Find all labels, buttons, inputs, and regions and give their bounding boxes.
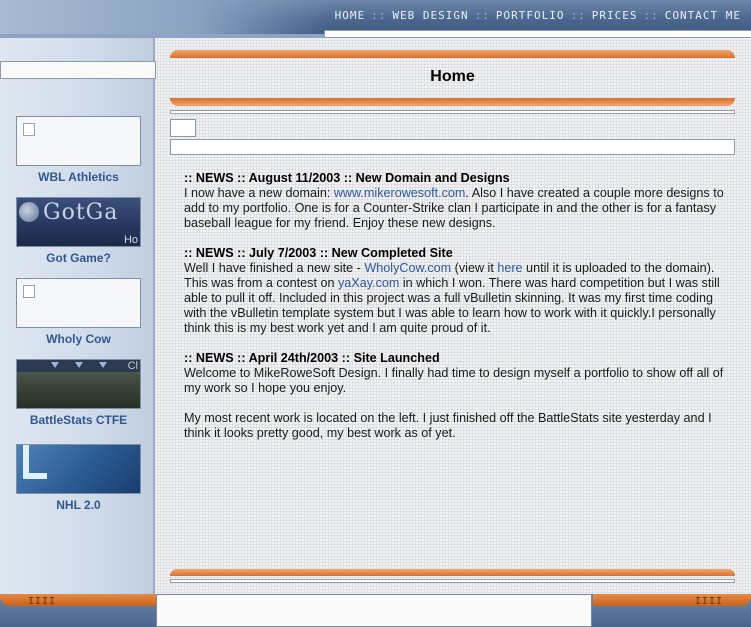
- page-title: Home: [430, 68, 475, 85]
- battlestats-thumbnail[interactable]: [16, 359, 141, 409]
- footer-accent-left: [0, 594, 156, 606]
- thumbnail-subtext: Ho: [123, 234, 138, 246]
- nav-contact-me[interactable]: CONTACT ME: [664, 9, 741, 22]
- news-heading: :: NEWS :: August 11/2003 :: New Domain and Designs: [184, 171, 510, 185]
- nav-separator: ::: [643, 9, 659, 22]
- broken-image-icon[interactable]: [16, 278, 141, 328]
- news-body: My most recent work is located on the left. I just finished off the BattleStats site yesterday and I think it looks pretty good, my best work as of yet.: [184, 411, 712, 440]
- portfolio-caption[interactable]: Wholy Cow: [46, 332, 111, 346]
- nav-prices[interactable]: PRICES: [591, 9, 638, 22]
- portfolio-caption[interactable]: WBL Athletics: [38, 170, 119, 184]
- news-text: Well I have finished a new site -: [184, 261, 365, 275]
- news-body: Welcome to MikeRoweSoft Design. I finally had time to design myself a portfolio to show off all of my work so I hope you enjoy.: [184, 366, 724, 395]
- portfolio-item-wbl[interactable]: [16, 116, 141, 184]
- portfolio-caption[interactable]: Got Game?: [46, 251, 111, 265]
- portfolio-item-battlestats[interactable]: [16, 359, 141, 427]
- news-link[interactable]: WholyCow.com: [364, 261, 452, 275]
- news-body: [184, 261, 724, 336]
- logo-icon: [23, 445, 47, 479]
- orb-icon: [19, 202, 39, 222]
- grip-icon: IIII: [28, 596, 57, 607]
- news-text: (view it: [451, 261, 498, 275]
- nav-web-design[interactable]: WEB DESIGN: [392, 9, 469, 22]
- portfolio-caption[interactable]: BattleStats CTFE: [29, 413, 128, 427]
- nhl-thumbnail[interactable]: [16, 444, 141, 494]
- header-rule-top: [170, 50, 735, 58]
- portfolio-item-nhl[interactable]: [16, 444, 141, 512]
- got-game-thumbnail[interactable]: [16, 197, 141, 247]
- news-content: [184, 171, 724, 456]
- arrow-icon: [75, 362, 83, 368]
- footer-rule: [170, 569, 735, 576]
- nav-portfolio[interactable]: PORTFOLIO: [495, 9, 565, 22]
- arrow-icon: [99, 362, 107, 368]
- thumbnail-text: Cl: [127, 360, 138, 372]
- news-item: [184, 246, 724, 336]
- news-text: until it is uploaded to the domain). This was from a contest on: [184, 261, 715, 290]
- footer-accent-right: [593, 594, 751, 606]
- news-text: in which I won. There was hard competition but I was still able to pull it off. Included in this project was a full vBulletin skinning. It was my first time coding with the vBulletin template system but I was able to learn how to work with it quickly.I personally think this is my best work yet and I am quite proud of it.: [184, 276, 720, 335]
- news-heading: :: NEWS :: July 7/2003 :: New Completed Site: [184, 246, 453, 260]
- thumbnail-text: GotGa: [43, 200, 119, 225]
- portfolio-item-wholy-cow[interactable]: [16, 278, 141, 346]
- header-rule-bottom: [170, 98, 735, 106]
- news-link[interactable]: here: [497, 261, 523, 275]
- arrow-icon: [51, 362, 59, 368]
- news-item: [184, 351, 724, 441]
- nav-underline-box: [324, 30, 751, 38]
- wide-empty-box: [170, 139, 735, 155]
- news-text: I now have a new domain:: [184, 186, 334, 200]
- nav-separator: ::: [474, 9, 490, 22]
- news-link[interactable]: www.mikerowesoft.com: [333, 186, 466, 200]
- news-heading: :: NEWS :: April 24th/2003 :: Site Launched: [184, 351, 440, 365]
- nav-separator: ::: [371, 9, 387, 22]
- news-item: [184, 171, 724, 231]
- sidebar-empty-box: [0, 61, 156, 79]
- footer-content-box: [156, 594, 592, 627]
- main-nav: [335, 9, 741, 22]
- news-body: [184, 186, 724, 231]
- news-link[interactable]: yaXay.com: [338, 276, 400, 290]
- news-text: . Also I have created a couple more designs to add to my portfolio. One is for a Counter-Strike clan I participate in and the other is for a fantasy baseball league for my friend. Enjoy these new designs.: [184, 186, 724, 230]
- nav-home[interactable]: HOME: [334, 9, 366, 22]
- grip-icon: IIII: [694, 596, 723, 607]
- nav-separator: ::: [570, 9, 586, 22]
- small-empty-box: [170, 119, 196, 137]
- banner-shine: [0, 0, 330, 34]
- broken-image-icon[interactable]: [16, 116, 141, 166]
- portfolio-item-got-game[interactable]: [16, 197, 141, 265]
- portfolio-caption[interactable]: NHL 2.0: [56, 498, 101, 512]
- footer-divider: [170, 579, 735, 583]
- divider: [170, 110, 735, 114]
